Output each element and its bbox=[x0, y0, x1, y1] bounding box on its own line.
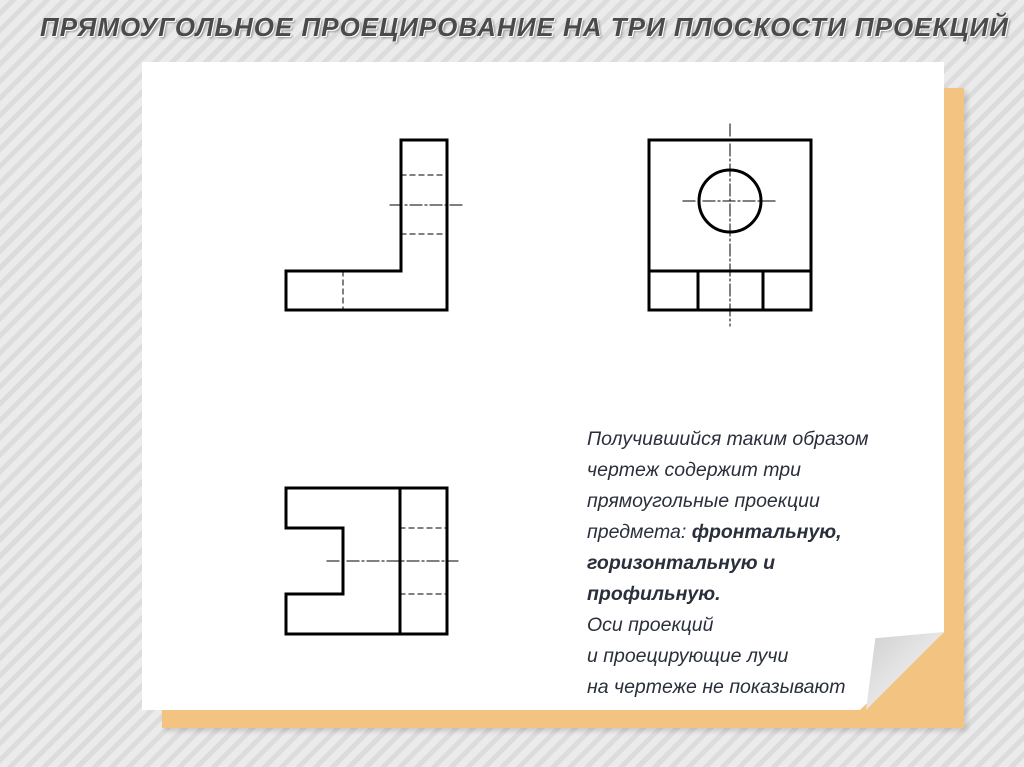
description-line: чертеж содержит три bbox=[587, 459, 801, 481]
slide-title: ПРЯМОУГОЛЬНОЕ ПРОЕЦИРОВАНИЕ НА ТРИ ПЛОСКОСТИ ПРОЕКЦИЙ bbox=[40, 12, 1009, 42]
description-text-plain: . bbox=[715, 583, 721, 605]
front-view-outline bbox=[286, 140, 447, 310]
description-text-bold: профильную bbox=[587, 583, 716, 605]
description-line: горизонтальную и bbox=[587, 552, 775, 574]
description-text-plain: предмета: bbox=[587, 521, 692, 543]
description-line: и проецирующие лучи bbox=[587, 645, 789, 667]
description-line: Получившийся таким образом bbox=[587, 428, 869, 450]
description-line bbox=[587, 517, 967, 548]
description-line: на чертеже не показывают bbox=[587, 676, 846, 698]
description-line: Оси проекций bbox=[587, 614, 714, 636]
description-line bbox=[587, 579, 967, 610]
description-text bbox=[587, 424, 967, 703]
front-view bbox=[286, 140, 464, 310]
description-line: прямоугольные проекции bbox=[587, 490, 820, 512]
description-text-bold: фронтальную, bbox=[691, 521, 842, 543]
profile-view bbox=[649, 124, 811, 326]
top-view bbox=[286, 488, 458, 634]
